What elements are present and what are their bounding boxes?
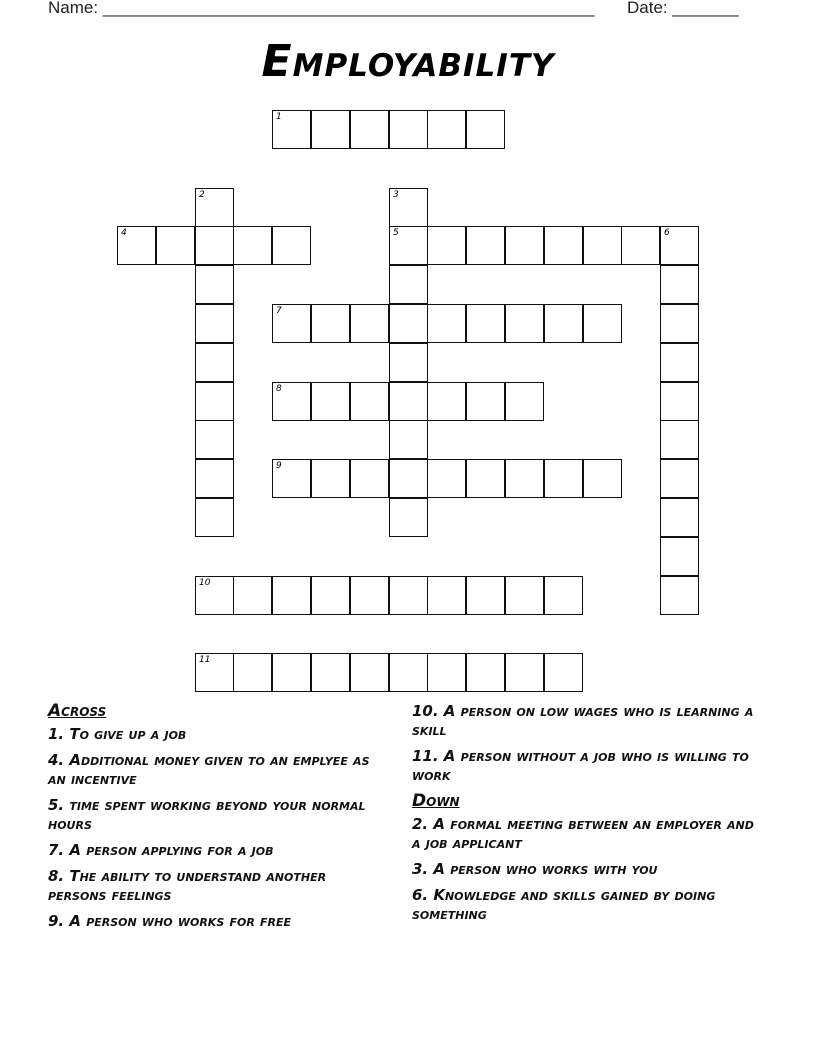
crossword-cell[interactable] — [389, 343, 428, 382]
clue-number: 2 — [199, 190, 205, 200]
crossword-cell[interactable] — [660, 459, 699, 498]
crossword-cell[interactable] — [389, 459, 428, 498]
crossword-cell[interactable] — [195, 265, 234, 304]
across-heading: Across — [48, 701, 107, 721]
crossword-cell[interactable] — [272, 576, 311, 615]
crossword-cell[interactable] — [272, 653, 311, 692]
crossword-cell[interactable] — [311, 382, 350, 421]
clue-number: 6 — [664, 228, 670, 238]
crossword-cell[interactable] — [350, 382, 389, 421]
clue-number: 1 — [276, 112, 282, 122]
crossword-cell[interactable] — [583, 459, 622, 498]
crossword-cell[interactable] — [389, 498, 428, 537]
clue-across-4: 4. Additional money given to an emplyee as an incentive — [48, 751, 370, 788]
crossword-cell[interactable] — [195, 304, 234, 343]
crossword-cell[interactable] — [427, 576, 466, 615]
clue-down-2: 2. A formal meeting between an employer and a job applicant — [412, 815, 754, 852]
clue-across-11: 11. A person without a job who is willing to work — [412, 747, 749, 784]
clue-across-1: 1. To give up a job — [48, 725, 187, 743]
clue-across-5: 5. time spent working beyond your normal hours — [48, 796, 366, 833]
clue-number: 7 — [276, 306, 282, 316]
crossword-cell[interactable] — [350, 304, 389, 343]
crossword-cell[interactable] — [195, 653, 234, 692]
crossword-cell[interactable] — [272, 459, 311, 498]
crossword-cell[interactable] — [466, 576, 505, 615]
crossword-cell[interactable] — [195, 576, 234, 615]
crossword-cell[interactable] — [660, 498, 699, 537]
crossword-cell[interactable] — [272, 226, 311, 265]
clue-number: 4 — [121, 228, 127, 238]
crossword-cell[interactable] — [505, 459, 544, 498]
clue-number: 5 — [393, 228, 399, 238]
crossword-cell[interactable] — [195, 459, 234, 498]
crossword-cell[interactable] — [195, 382, 234, 421]
clue-across-9: 9. A person who works for free — [48, 912, 292, 930]
crossword-cell[interactable] — [195, 343, 234, 382]
crossword-cell[interactable] — [544, 226, 583, 265]
crossword-cell[interactable] — [311, 304, 350, 343]
crossword-cell[interactable] — [466, 110, 505, 149]
crossword-cell[interactable] — [272, 382, 311, 421]
crossword-cell[interactable] — [311, 653, 350, 692]
crossword-cell[interactable] — [195, 498, 234, 537]
crossword-cell[interactable] — [233, 653, 272, 692]
clue-across-10: 10. A person on low wages who is learning a skill — [412, 702, 754, 739]
crossword-cell[interactable] — [311, 576, 350, 615]
down-heading: Down — [412, 791, 460, 811]
crossword-cell[interactable] — [389, 382, 428, 421]
crossword-cell[interactable] — [660, 304, 699, 343]
crossword-cell[interactable] — [389, 110, 428, 149]
crossword-cell[interactable] — [505, 304, 544, 343]
crossword-cell[interactable] — [427, 226, 466, 265]
crossword-cell[interactable] — [389, 265, 428, 304]
crossword-cell[interactable] — [233, 226, 272, 265]
crossword-cell[interactable] — [156, 226, 195, 265]
clue-number: 10 — [199, 578, 211, 588]
crossword-cell[interactable] — [233, 576, 272, 615]
clue-number: 11 — [199, 655, 211, 665]
clue-across-7: 7. A person applying for a job — [48, 841, 274, 859]
crossword-cell[interactable] — [272, 304, 311, 343]
crossword-cell[interactable] — [427, 459, 466, 498]
clues-left-column — [48, 702, 378, 938]
puzzle-title: Employability — [261, 36, 555, 87]
crossword-cell[interactable] — [660, 537, 699, 576]
clue-down-3: 3. A person who works with you — [412, 860, 658, 878]
crossword-cell[interactable] — [660, 382, 699, 421]
crossword-cell[interactable] — [660, 265, 699, 304]
crossword-cell[interactable] — [427, 382, 466, 421]
clue-down-6: 6. Knowledge and skills gained by doing something — [412, 886, 716, 923]
crossword-cell[interactable] — [195, 188, 234, 227]
crossword-cell[interactable] — [621, 226, 660, 265]
crossword-cell[interactable] — [350, 653, 389, 692]
crossword-cell[interactable] — [389, 576, 428, 615]
crossword-cell[interactable] — [544, 576, 583, 615]
crossword-cell[interactable] — [389, 653, 428, 692]
crossword-cell[interactable] — [660, 226, 699, 265]
clue-number: 9 — [276, 461, 282, 471]
crossword-cell[interactable] — [544, 459, 583, 498]
crossword-cell[interactable] — [389, 226, 428, 265]
crossword-cell[interactable] — [427, 653, 466, 692]
crossword-cell[interactable] — [272, 110, 311, 149]
crossword-cell[interactable] — [427, 304, 466, 343]
crossword-cell[interactable] — [466, 382, 505, 421]
crossword-cell[interactable] — [466, 226, 505, 265]
crossword-cell[interactable] — [505, 382, 544, 421]
crossword-cell[interactable] — [311, 459, 350, 498]
clue-across-8: 8. The ability to understand another persons feelings — [48, 867, 327, 904]
crossword-cell[interactable] — [427, 110, 466, 149]
clue-number: 8 — [276, 384, 282, 394]
crossword-cell[interactable] — [117, 226, 156, 265]
crossword-cell[interactable] — [505, 653, 544, 692]
crossword-cell[interactable] — [583, 304, 622, 343]
crossword-cell[interactable] — [544, 653, 583, 692]
crossword-cell[interactable] — [660, 576, 699, 615]
crossword-cell[interactable] — [466, 459, 505, 498]
crossword-cell[interactable] — [350, 459, 389, 498]
crossword-cell[interactable] — [389, 304, 428, 343]
crossword-cell[interactable] — [389, 420, 428, 459]
crossword-cell[interactable] — [389, 188, 428, 227]
crossword-cell[interactable] — [195, 420, 234, 459]
crossword-cell[interactable] — [505, 226, 544, 265]
crossword-cell[interactable] — [466, 304, 505, 343]
crossword-cell[interactable] — [350, 576, 389, 615]
crossword-cell[interactable] — [583, 226, 622, 265]
crossword-cell[interactable] — [311, 110, 350, 149]
crossword-cell[interactable] — [195, 226, 234, 265]
crossword-cell[interactable] — [350, 110, 389, 149]
name-field-label: Name: ____________________________________________________ — [48, 0, 595, 17]
crossword-cell[interactable] — [660, 343, 699, 382]
crossword-cell[interactable] — [544, 304, 583, 343]
crossword-cell[interactable] — [505, 576, 544, 615]
clues-right-column — [412, 702, 762, 931]
crossword-cell[interactable] — [660, 420, 699, 459]
crossword-cell[interactable] — [466, 653, 505, 692]
date-field-label: Date: _______ — [627, 0, 739, 17]
clue-number: 3 — [393, 190, 399, 200]
